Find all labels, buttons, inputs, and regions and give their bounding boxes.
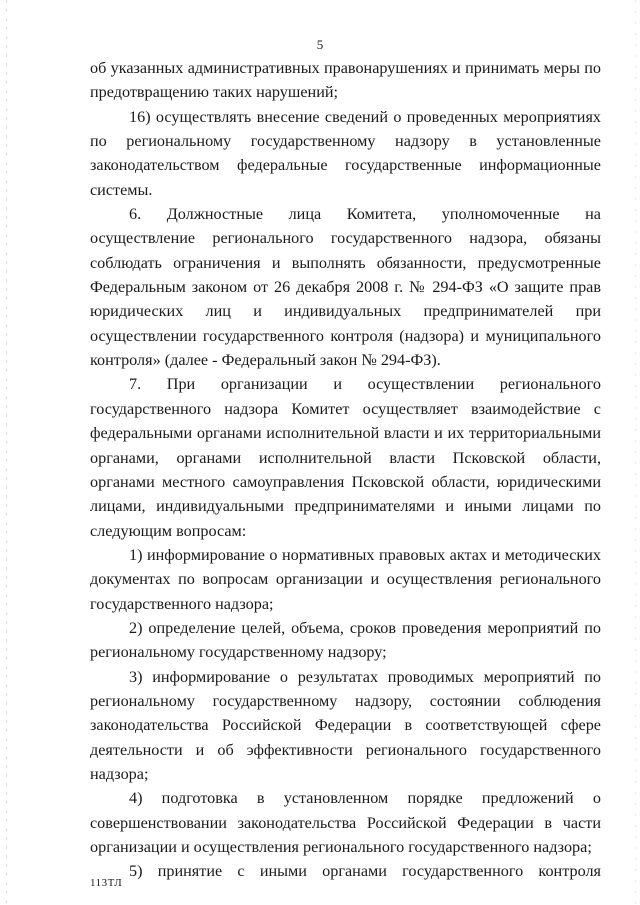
paragraph-clause-6: 6. Должностные лица Комитета, уполномоченные на осуществление регионального государственного надзора, обязаны соблюдать ограничения и выполнять обязанности, предусмотренные Федеральным законом от 26 декабря 2008 г. № 294-ФЗ «О защите прав юридических лиц и индивидуальных предпринимателей при осуществлении государственного контроля (надзора) и муниципального контроля» (далее - Федеральный закон № 294-ФЗ). [90,205,601,370]
scan-edge-left [6,0,7,905]
paragraph-item-3: 3) информирование о результатах проводимых мероприятий по региональному государственному надзору, состоянии соблюдения законодательства Российской Федерации в соответствующей сфере деятельности и об эффективности регионального государственного надзора; [90,667,601,783]
paragraph-item-2: 2) определение целей, объема, сроков проведения мероприятий по региональному государственному надзору; [90,618,601,662]
page-number: 5 [316,37,324,52]
paragraph-item-4: 4) подготовка в установленном порядке предложений о совершенствовании законодательства Российской Федерации в части организации и осуществления регионального государственного надзора; [90,789,601,856]
paragraph-clause-7: 7. При организации и осуществлении регионального государственного надзора Комитет осуществляет взаимодействие с федеральными органами исполнительной власти и их территориальными органами, органами исполнительной власти Псковской области, органами местного самоуправления Псковской области, юридическими лицами, индивидуальными предпринимателями и иными лицами по следующим вопросам: [90,375,601,540]
paragraph-continuation: об указанных административных правонарушениях и принимать меры по предотвращению таких нарушений; [90,59,601,102]
document-code: 113ТЛ [90,877,123,889]
paragraph-item-5: 5) принятие с иными органами государственного контроля [129,862,601,881]
paragraph-item-16: 16) осуществлять внесение сведений о проведенных мероприятиях по региональному государственному надзору в установленные законодательством федеральные государственные информационные системы. [90,107,601,199]
paragraph-item-1: 1) информирование о нормативных правовых актах и методических документах по вопросам организации и осуществления регионального государственного надзора; [90,545,601,613]
document-body [90,56,601,884]
scan-edge-right [635,0,636,905]
